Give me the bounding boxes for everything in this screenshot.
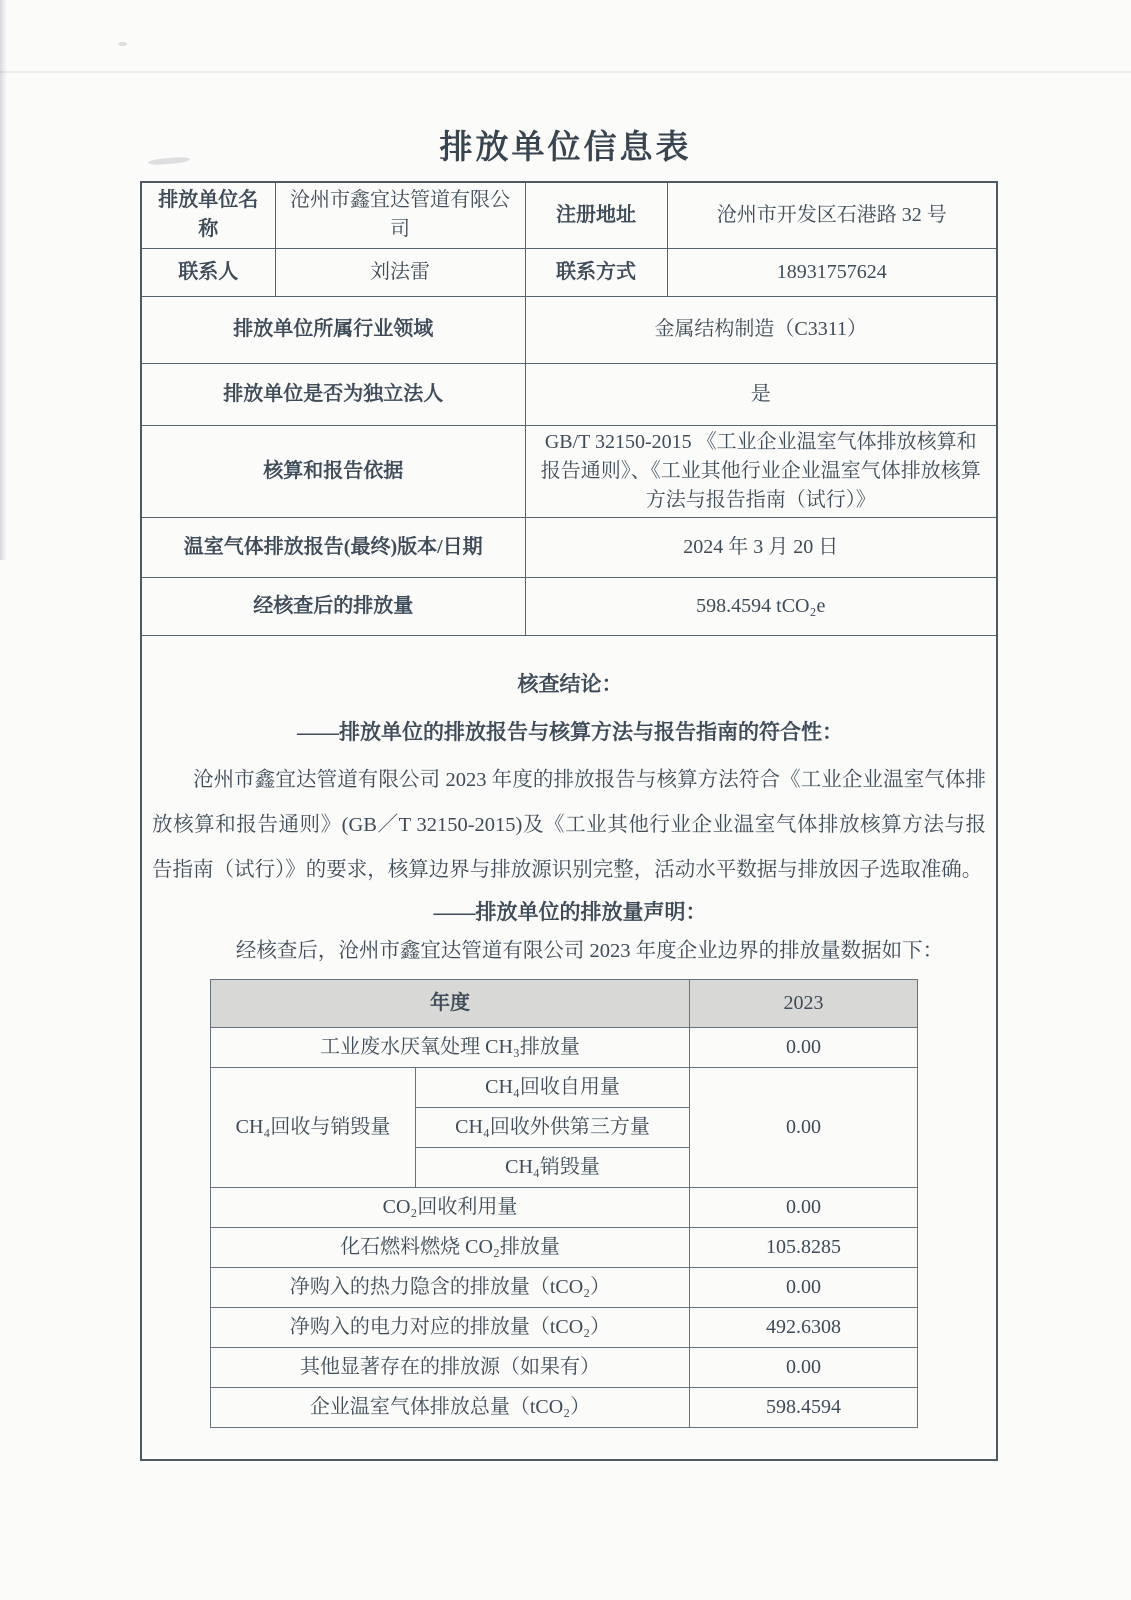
table-header-row [211, 979, 918, 1027]
table-row [211, 1347, 918, 1387]
wastewater-ch4-label: 工业废水厌氧处理 CH₃排放量 [211, 1027, 690, 1067]
purchased-heat-label: 净购入的热力隐含的排放量（tCO₂） [211, 1267, 690, 1307]
phone-value: 18931757624 [667, 248, 997, 296]
year-value-header: 2023 [690, 979, 918, 1027]
table-row [211, 1227, 918, 1267]
ch4-destroyed-label: CH₄销毁量 [416, 1147, 690, 1187]
conclusion-heading: 核查结论： [517, 671, 623, 696]
table-row [211, 1187, 918, 1227]
wastewater-ch4-value: 0.00 [690, 1027, 918, 1067]
emission-unit-info-table [140, 181, 998, 1461]
verified-emissions-value: 598.4594 tCO₂e [525, 577, 997, 635]
table-row [141, 248, 997, 296]
industry-label: 排放单位所属行业领域 [141, 296, 525, 363]
independent-entity-label: 排放单位是否为独立法人 [141, 363, 525, 425]
ch4-third-party-label: CH₄回收外供第三方量 [416, 1107, 690, 1147]
table-row [211, 1027, 918, 1067]
contact-label: 联系人 [141, 248, 275, 296]
table-row [141, 577, 997, 635]
co2-recovery-label: CO₂回收利用量 [211, 1187, 690, 1227]
purchased-heat-value: 0.00 [690, 1267, 918, 1307]
year-column-header: 年度 [211, 979, 690, 1027]
co2-recovery-value: 0.00 [690, 1187, 918, 1227]
table-row [211, 1267, 918, 1307]
table-row [141, 363, 997, 425]
table-row [141, 517, 997, 577]
table-row [211, 1067, 918, 1107]
scan-streak-artifact [0, 71, 1131, 73]
independent-entity-value: 是 [525, 363, 997, 425]
total-ghg-label: 企业温室气体排放总量（tCO₂） [211, 1387, 690, 1427]
contact-value: 刘法雷 [275, 248, 525, 296]
table-row [141, 635, 997, 1460]
conclusion-item2-intro: 经核查后，沧州市鑫宜达管道有限公司 2023 年度企业边界的排放量数据如下： [235, 940, 944, 963]
ch4-recovery-value: 0.00 [690, 1067, 918, 1187]
purchased-electricity-label: 净购入的电力对应的排放量（tCO₂） [211, 1307, 690, 1347]
scan-smudge [118, 42, 127, 46]
other-sources-label: 其他显著存在的排放源（如果有） [211, 1347, 690, 1387]
unit-name-label: 排放单位名称 [141, 182, 275, 248]
accounting-basis-label: 核算和报告依据 [141, 425, 525, 517]
reg-address-value: 沧州市开发区石港路 32 号 [667, 182, 997, 248]
scan-edge-artifact [0, 0, 7, 560]
other-sources-value: 0.00 [690, 1347, 918, 1387]
conclusion-item1-title: ——排放单位的排放报告与核算方法与报告指南的符合性： [297, 720, 843, 745]
fossil-fuel-co2-label: 化石燃料燃烧 CO₂排放量 [211, 1227, 690, 1267]
emission-data-table [210, 979, 918, 1428]
industry-value: 金属结构制造（C3311） [525, 296, 997, 363]
table-row [211, 1387, 918, 1427]
phone-label: 联系方式 [525, 248, 667, 296]
verified-emissions-label: 经核查后的排放量 [141, 577, 525, 635]
ch4-self-use-label: CH₄回收自用量 [416, 1067, 690, 1107]
table-row [211, 1307, 918, 1347]
ch4-recovery-group-label: CH₄回收与销毁量 [211, 1067, 416, 1187]
total-ghg-value: 598.4594 [690, 1387, 918, 1427]
report-version-label: 温室气体排放报告(最终)版本/日期 [141, 517, 525, 577]
unit-name-value: 沧州市鑫宜达管道有限公司 [275, 182, 525, 248]
report-version-value: 2024 年 3 月 20 日 [525, 517, 997, 577]
table-row [141, 182, 997, 248]
table-row [141, 296, 997, 363]
fossil-fuel-co2-value: 105.8285 [690, 1227, 918, 1267]
conclusion-item2-title: ——排放单位的排放量声明： [433, 899, 707, 924]
document-title: 排放单位信息表 [439, 128, 692, 165]
purchased-electricity-value: 492.6308 [690, 1307, 918, 1347]
table-row [141, 425, 997, 517]
accounting-basis-value: GB/T 32150-2015 《工业企业温室气体排放核算和报告通则》、《工业其他行业企业温室气体排放核算方法与报告指南（试行）》 [525, 425, 997, 517]
conclusion-item1-body: 沧州市鑫宜达管道有限公司 2023 年度的排放报告与核算方法符合《工业企业温室气体排放核算和报告通则》(GB／T 32150-2015)及《工业其他行业企业温室气体排放核算方法与报告指南（试行）》的要求，核算边界与排放源识别完整，活动水平数据与排放因子选取准确。 [152, 768, 986, 881]
reg-address-label: 注册地址 [525, 182, 667, 248]
verification-conclusion-cell [141, 635, 997, 1460]
